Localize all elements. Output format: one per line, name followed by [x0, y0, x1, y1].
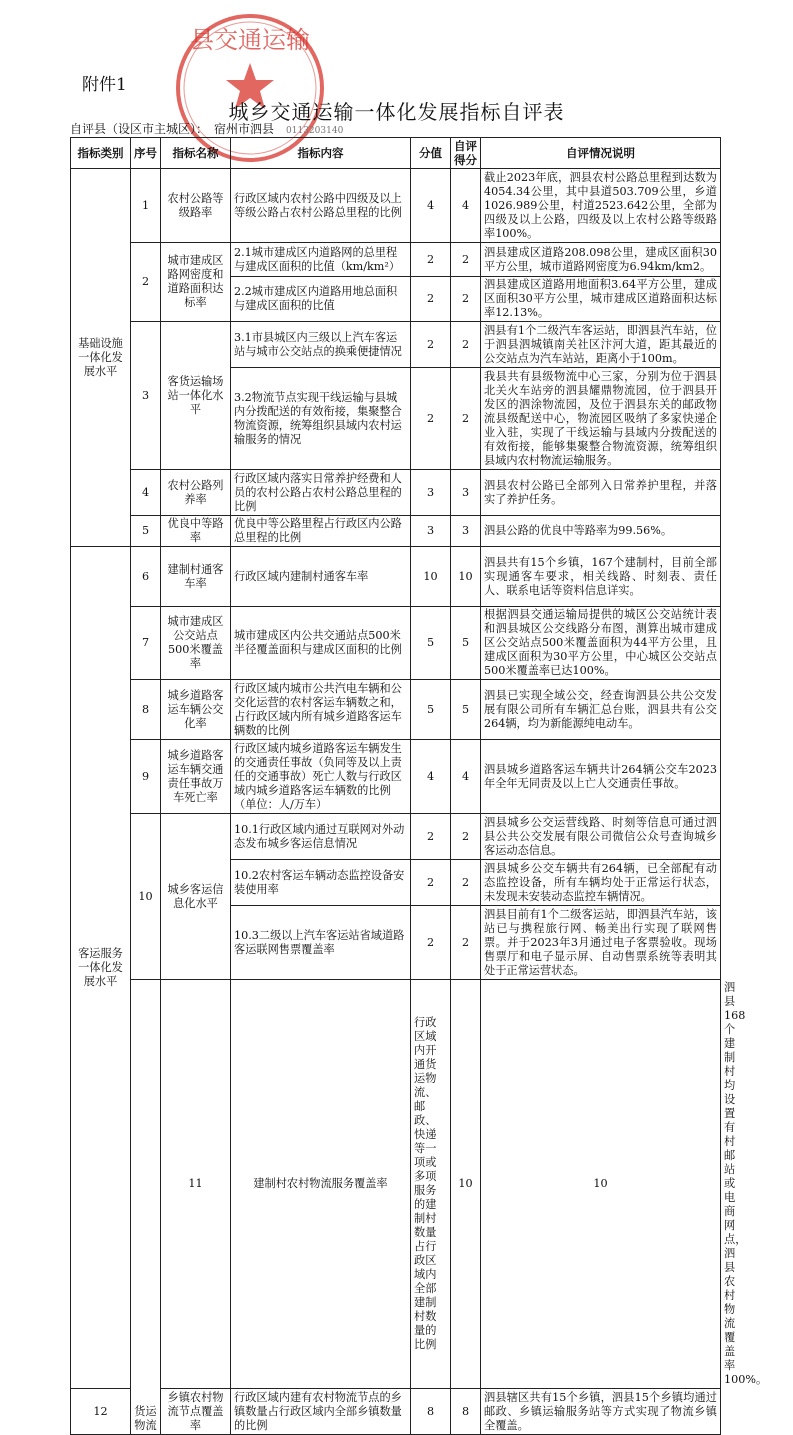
note-cell: 泗县城乡公交运营线路、时刻等信息可通过泗县公共公交发展有限公司微信公众号查询城乡客运动态信息。	[481, 814, 721, 860]
category-cell: 货运物流	[131, 980, 161, 1435]
content-cell: 城市建成区内公共交通站点500米半径覆盖面积与建成区面积的比例	[231, 607, 411, 680]
seq-cell: 10	[131, 814, 161, 980]
col-header-note: 自评情况说明	[481, 138, 721, 169]
score-cell: 2	[411, 277, 451, 322]
seq-cell: 8	[131, 680, 161, 740]
content-cell: 行政区域内开通货运物流、邮政、快递等一项或多项服务的建制村数量占行政区域内全部建制村数量的比例	[411, 980, 451, 1389]
name-cell: 建制村通客车率	[161, 547, 231, 607]
name-cell: 农村公路等级路率	[161, 169, 231, 243]
annex-label: 附件1	[82, 75, 127, 95]
table-row	[71, 243, 721, 277]
seq-cell: 9	[131, 740, 161, 814]
note-cell: 根据泗县交通运输局提供的城区公交站统计表和泗县城区公交线路分布图，测算出城市建成区公交站点500米覆盖面积为44平方公里，且建成区面积为30平方公里，中心城区公交站点500米覆盖率已达100%。	[481, 607, 721, 680]
score-cell: 4	[411, 169, 451, 243]
seq-cell: 5	[131, 516, 161, 547]
name-cell: 城市建成区公交站点500米覆盖率	[161, 607, 231, 680]
name-cell: 优良中等路率	[161, 516, 231, 547]
content-cell: 行政区域内建制村通客车率	[231, 547, 411, 607]
note-cell: 泗县城乡公交车辆共有264辆，已全部配有动态监控设备，所有车辆均处于正常运行状态，未发现未安装动态监控车辆情况。	[481, 860, 721, 906]
note-cell: 泗县辖区共有15个乡镇，泗县15个乡镇均通过邮政、乡镇运输服务站等方式实现了物流乡镇全覆盖。	[481, 1389, 721, 1435]
self-score-cell: 4	[451, 740, 481, 814]
content-cell: 2.1城市建成区内道路网的总里程与建成区面积的比值（km/km²）	[231, 243, 411, 277]
name-cell: 建制村农村物流服务覆盖率	[231, 980, 411, 1389]
note-cell: 泗县建成区道路用地面积3.64平方公里，建成区面积30平方公里，城市建成区道路面积达标率12.13%。	[481, 277, 721, 322]
score-cell: 3	[411, 516, 451, 547]
content-cell: 行政区域内建有农村物流节点的乡镇数量占行政区域内全部乡镇数量的比例	[231, 1389, 411, 1435]
content-cell: 10.2农村客运车辆动态监控设备安装使用率	[231, 860, 411, 906]
score-cell: 3	[411, 470, 451, 516]
doc-code: 0113203140	[286, 126, 344, 136]
table-row	[71, 607, 721, 680]
table-row	[71, 1389, 721, 1435]
self-score-cell: 2	[451, 814, 481, 860]
seq-cell: 12	[71, 1389, 131, 1435]
content-cell: 10.3二级以上汽车客运站省域道路客运联网售票覆盖率	[231, 906, 411, 980]
col-header-self-score: 自评得分	[451, 138, 481, 169]
county-value: 宿州市泗县	[214, 122, 275, 136]
self-score-cell: 8	[451, 1389, 481, 1435]
self-score-cell: 3	[451, 470, 481, 516]
content-cell: 行政区域内落实日常养护经费和人员的农村公路占农村公路总里程的比例	[231, 470, 411, 516]
page-title: 城乡交通运输一体化发展指标自评表	[228, 100, 565, 124]
content-cell: 2.2城市建成区内道路用地总面积与建成区面积的比值	[231, 277, 411, 322]
note-cell: 泗县农村公路已全部列入日常养护里程，并落实了养护任务。	[481, 470, 721, 516]
seq-cell: 7	[131, 607, 161, 680]
self-score-cell: 2	[451, 906, 481, 980]
table-row	[71, 814, 721, 860]
name-cell: 城市建成区路网密度和道路面积达标率	[161, 243, 231, 322]
name-cell: 城乡客运信息化水平	[161, 814, 231, 980]
table-row	[71, 547, 721, 607]
svg-text:县交通运输: 县交通运输	[190, 26, 310, 54]
county-line	[70, 120, 343, 137]
note-cell: 泗县建成区道路208.098公里，建成区面积30平方公里，城市道路网密度为6.94km/km2。	[481, 243, 721, 277]
score-cell: 2	[411, 322, 451, 368]
note-cell: 泗县目前有1个二级客运站，即泗县汽车站，该站已与携程旅行网、畅美出行实现了联网售票。并于2023年3月通过电子客票验收。现场售票厅和电子显示屏、自动售票系统等表明其处于正常运营状态。	[481, 906, 721, 980]
name-cell: 城乡道路客运车辆交通责任事故万车死亡率	[161, 740, 231, 814]
table-row: 货运物流 11 建制村农村物流服务覆盖率 行政区域内开通货运物流、邮政、快递等一项或多项服务的建制村数量占行政区域内全部建制村数量的比例 10 10 泗县168个建制村均设置有村邮站或电商网点，泗县农村物流覆盖率100%。	[71, 980, 721, 1389]
category-cell: 基础设施一体化发展水平	[71, 169, 131, 547]
seq-cell: 11	[161, 980, 231, 1389]
self-score-cell: 10	[481, 980, 721, 1389]
col-header-content: 指标内容	[231, 138, 411, 169]
seq-cell: 2	[131, 243, 161, 322]
indicator-table	[70, 137, 768, 1435]
seq-cell: 6	[131, 547, 161, 607]
name-cell: 农村公路列养率	[161, 470, 231, 516]
score-cell: 4	[411, 740, 451, 814]
county-label: 自评县（设区市主城区）：	[70, 122, 209, 136]
self-score-cell: 4	[451, 169, 481, 243]
seq-cell: 1	[131, 169, 161, 243]
self-score-cell: 2	[451, 243, 481, 277]
note-cell: 泗县公路的优良中等路率为99.56%。	[481, 516, 721, 547]
self-score-cell: 5	[451, 607, 481, 680]
note-cell: 泗县城乡道路客运车辆共计264辆公交车2023年全年无同责及以上亡人交通责任事故。	[481, 740, 721, 814]
col-header-category: 指标类别	[71, 138, 131, 169]
category-cell: 客运服务一体化发展水平	[71, 547, 131, 1389]
table-row	[71, 169, 721, 243]
note-cell: 泗县有1个二级汽车客运站，即泗县汽车站，位于泗县泗城镇南关社区汴河大道，距其最近的公交站点为汽车站站，距离小于100m。	[481, 322, 721, 368]
name-cell: 城乡道路客运车辆公交化率	[161, 680, 231, 740]
content-cell: 行政区域内城乡道路客运车辆发生的交通责任事故（负同等及以上责任的交通事故）死亡人数与行政区域内城乡道路客运车辆数的比例（单位：人/万车）	[231, 740, 411, 814]
table-header-row	[71, 138, 721, 169]
name-cell: 客货运输场站一体化水平	[161, 322, 231, 470]
note-cell: 截止2023年底，泗县农村公路总里程到达数为4054.34公里，其中县道503.709公里，乡道1026.989公里，村道2523.642公里，全部为四级及以上公路，四级及以上农村公路等级路率100%。	[481, 169, 721, 243]
table-row	[71, 322, 721, 368]
score-cell: 2	[411, 243, 451, 277]
self-score-cell: 2	[451, 860, 481, 906]
score-cell: 2	[411, 368, 451, 470]
note-cell: 泗县已实现全域公交，经查询泗县公共公交发展有限公司所有车辆汇总台账，泗县共有公交264辆，均为新能源纯电动车。	[481, 680, 721, 740]
note-cell: 我县共有县级物流中心三家，分别为位于泗县北关火车站旁的泗县耀鼎物流园，位于泗县开发区的泗涂物流园，及位于泗县东关的邮政物流县级配送中心，物流园区吸纳了多家快递企业入驻，实现了干线运输与县域内分拨配送的有效衔接，能够集聚整合物流资源，统筹组织县域内农村物流运输服务。	[481, 368, 721, 470]
table-row	[71, 516, 721, 547]
table-row	[71, 470, 721, 516]
table-row	[71, 740, 721, 814]
score-cell: 2	[411, 860, 451, 906]
table-row	[71, 680, 721, 740]
self-score-cell: 3	[451, 516, 481, 547]
self-score-cell: 2	[451, 368, 481, 470]
content-cell: 3.2物流节点实现干线运输与县城内分拨配送的有效衔接，集聚整合物流资源，统筹组织县域内农村运输服务的情况	[231, 368, 411, 470]
score-cell: 5	[411, 607, 451, 680]
content-cell: 行政区域内城市公共汽电车辆和公交化运营的农村客运车辆数之和，占行政区域内所有城乡道路客运车辆数的比例	[231, 680, 411, 740]
score-cell: 10	[411, 547, 451, 607]
score-cell: 2	[411, 906, 451, 980]
score-cell: 8	[411, 1389, 451, 1435]
name-cell: 乡镇农村物流节点覆盖率	[161, 1389, 231, 1435]
self-score-cell: 10	[451, 547, 481, 607]
content-cell: 行政区域内农村公路中四级及以上等级公路占农村公路总里程的比例	[231, 169, 411, 243]
content-cell: 优良中等公路里程占行政区内公路总里程的比例	[231, 516, 411, 547]
self-score-cell: 2	[451, 322, 481, 368]
note-cell: 泗县共有15个乡镇，167个建制村，目前全部实现通客车要求，相关线路、时刻表、责任人、联系电话等资料信息详实。	[481, 547, 721, 607]
content-cell: 10.1行政区域内通过互联网对外动态发布城乡客运信息情况	[231, 814, 411, 860]
score-cell: 2	[411, 814, 451, 860]
seq-cell: 3	[131, 322, 161, 470]
content-cell: 3.1市县城区内三级以上汽车客运站与城市公交站点的换乘便捷情况	[231, 322, 411, 368]
col-header-score: 分值	[411, 138, 451, 169]
self-score-cell: 2	[451, 277, 481, 322]
self-score-cell: 5	[451, 680, 481, 740]
col-header-seq: 序号	[131, 138, 161, 169]
score-cell: 10	[451, 980, 481, 1389]
seq-cell: 4	[131, 470, 161, 516]
score-cell: 5	[411, 680, 451, 740]
col-header-name: 指标名称	[161, 138, 231, 169]
